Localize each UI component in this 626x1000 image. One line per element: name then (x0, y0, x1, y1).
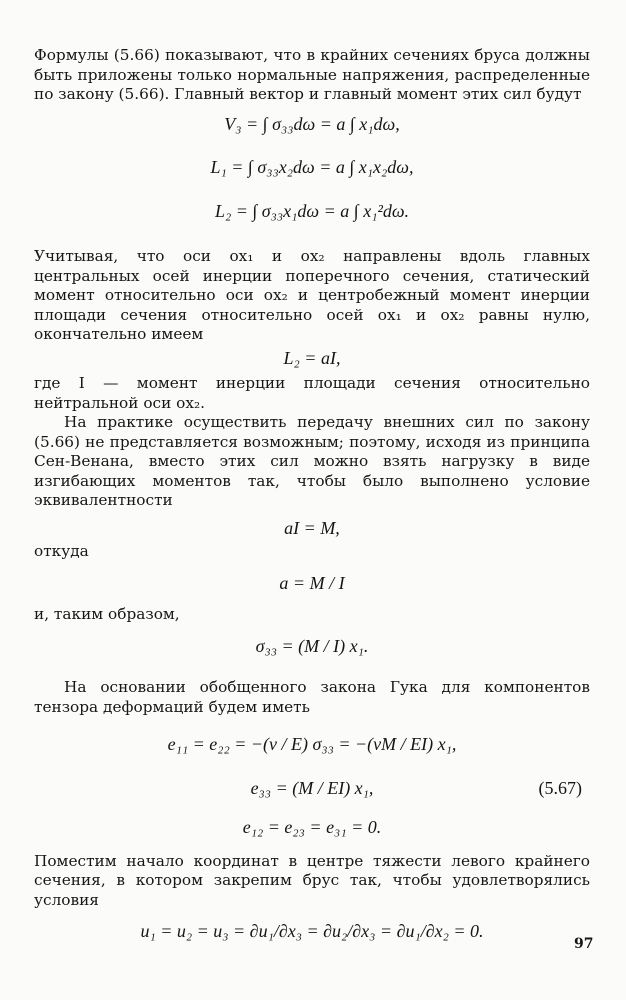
paragraph: На основании обобщенного закона Гука для компонентов тензора деформаций будем иметь (34, 678, 590, 716)
equation-u-conditions: u₁ = u₂ = u₃ = ∂u₁/∂x₃ = ∂u₂/∂x₃ = ∂u₁/∂x₂ = 0. (140, 921, 484, 941)
paragraph: Учитывая, что оси ox₁ и ox₂ направлены вдоль главных центральных осей инерции поперечного сечения, статический момент относительно оси ox₂ и центробежный момент инерции площади сечения относительно осей ox₁ и ox₂ равны нулю, окончательно имеем (34, 247, 590, 343)
equation-a-definition: a = M / I (279, 572, 345, 593)
equation-e33-row (34, 779, 590, 799)
paragraph: где I — момент инерции площади сечения относительно нейтральной оси ox₂. (34, 374, 590, 412)
paragraph: На практике осуществить передачу внешних сил по закону (5.66) не представляется возможным; поэтому, исходя из принципа Сен-Венана, вместо этих сил можно взять нагрузку в виде изгибающих моментов так, чтобы было выполнено условие эквивалентности (34, 413, 590, 509)
equation-e33: e₃₃ = (M / EI) x₁, (250, 777, 374, 798)
equation-l2-result: L₂ = aI, (283, 347, 341, 368)
paragraph: Формулы (5.66) показывают, что в крайних сечениях бруса должны быть приложены только нормальные напряжения, распределенные по закону (5.66). Главный вектор и главный момент этих сил будут (34, 46, 590, 103)
equation-e11: e₁₁ = e₂₂ = −(ν / E) σ₃₃ = −(νM / EI) x₁, (167, 734, 457, 754)
page-number: 97 (574, 936, 594, 952)
equation-e12: e₁₂ = e₂₃ = e₃₁ = 0. (242, 817, 382, 837)
equation-l2: L₂ = ∫ σ₃₃x₁dω = a ∫ x₁²dω. (214, 200, 410, 221)
paragraph: Поместим начало координат в центре тяжести левого крайнего сечения, в котором закрепим брус так, чтобы удовлетворялись условия (34, 851, 590, 909)
equation-number: (5.67) (538, 777, 582, 798)
equation-v3: V₃ = ∫ σ₃₃dω = a ∫ x₁dω, (224, 113, 400, 134)
equation-sigma33: σ₃₃ = (M / I) x₁. (255, 635, 369, 656)
page-content (34, 46, 590, 942)
equation-l1: L₁ = ∫ σ₃₃x₂dω = a ∫ x₁x₂dω, (210, 157, 414, 177)
paragraph: откуда (34, 542, 89, 560)
equation-equivalence: aI = M, (284, 517, 340, 538)
paragraph: и, таким образом, (34, 605, 180, 623)
